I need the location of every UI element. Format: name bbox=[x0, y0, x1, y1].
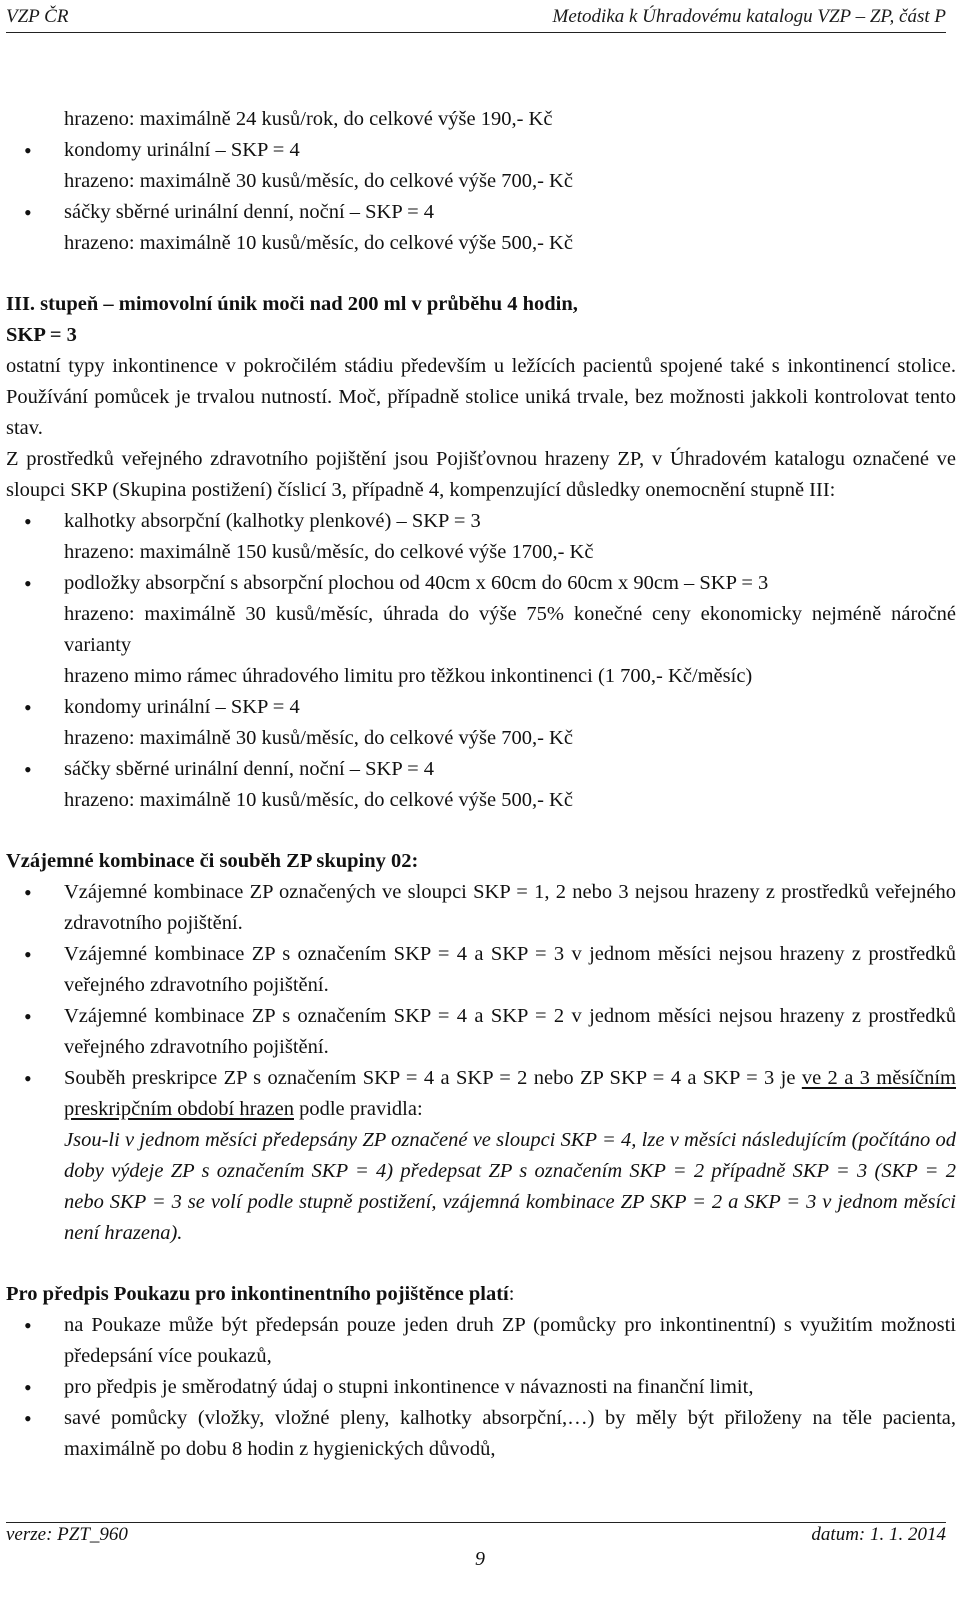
top-reimbursement-line: hrazeno: maximálně 24 kusů/rok, do celkové výše 190,- Kč bbox=[64, 108, 553, 130]
list-item: • Vzájemné kombinace ZP s označením SKP = 4 a SKP = 2 v jednom měsíci nejsou hrazeny z prostředků veřejného zdravotního pojištění. bbox=[64, 1001, 956, 1063]
stage3-heading-skp: SKP = 3 bbox=[6, 324, 77, 346]
concurrence-text-end: podle pravidla: bbox=[293, 1098, 423, 1120]
reimbursement-detail: hrazeno mimo rámec úhradového limitu pro těžkou inkontinenci (1 700,- Kč/měsíc) bbox=[64, 665, 753, 687]
header-doc-title: Metodika k Úhradovému katalogu VZP – ZP, část P bbox=[552, 6, 946, 27]
reimbursement-detail: hrazeno: maximálně 150 kusů/měsíc, do celkové výše 1700,- Kč bbox=[64, 541, 594, 563]
concurrence-text: Souběh preskripce ZP s označením SKP = 4 a SKP = 2 nebo ZP SKP = 4 a SKP = 3 je bbox=[64, 1067, 802, 1089]
reimbursement-detail: hrazeno: maximálně 30 kusů/měsíc, do celkové výše 700,- Kč bbox=[64, 727, 573, 749]
reimbursement-detail: hrazeno: maximálně 30 kusů/měsíc, do celkové výše 700,- Kč bbox=[64, 170, 573, 192]
document-body bbox=[6, 104, 956, 1465]
list-item: • kondomy urinální – SKP = 4 bbox=[64, 135, 956, 166]
list-item: • kalhotky absorpční (kalhotky plenkové) – SKP = 3 bbox=[64, 506, 956, 537]
spacer bbox=[6, 816, 956, 846]
page-number: 9 bbox=[475, 1548, 485, 1570]
spacer bbox=[6, 259, 956, 289]
list-item bbox=[64, 1063, 956, 1249]
reimbursement-detail: hrazeno: maximálně 10 kusů/měsíc, do celkové výše 500,- Kč bbox=[64, 232, 573, 254]
header-divider bbox=[6, 32, 946, 33]
prescription-heading: Pro předpis Poukazu pro inkontinentního pojištěnce platí: bbox=[6, 1283, 515, 1305]
combinations-heading: Vzájemné kombinace či souběh ZP skupiny 02: bbox=[6, 850, 419, 872]
page-header bbox=[6, 4, 946, 34]
list-item: • sáčky sběrné urinální denní, noční – SKP = 4 bbox=[64, 197, 956, 228]
stage3-heading: III. stupeň – mimovolní únik moči nad 200 ml v průběhu 4 hodin, bbox=[6, 293, 578, 315]
list-item: • na Poukaze může být předepsán pouze jeden druh ZP (pomůcky pro inkontinentní) s využitím možnosti předepsání více poukazů, bbox=[64, 1310, 956, 1372]
list-item: • podložky absorpční s absorpční plochou od 40cm x 60cm do 60cm x 90cm – SKP = 3 bbox=[64, 568, 956, 599]
list-item: • savé pomůcky (vložky, vložné pleny, kalhotky absorpční,…) by měly být přiloženy na těle pacienta, maximálně po dobu 8 hodin z hygienických důvodů, bbox=[64, 1403, 956, 1465]
concurrence-rule: Jsou-li v jednom měsíci předepsány ZP označené ve sloupci SKP = 4, lze v měsíci následujícím (počítáno od doby výdeje ZP s označením SKP = 4) předepsat ZP s označením SKP = 2 případně SKP = 3 (SKP = 2 nebo SKP = 3 se volí podle stupně postižení, vzájemná kombinace ZP SKP = 2 a SKP = 3 v jednom měsíci není hrazena). bbox=[64, 1129, 956, 1244]
reimbursement-detail: hrazeno: maximálně 10 kusů/měsíc, do celkové výše 500,- Kč bbox=[64, 789, 573, 811]
list-item: • kondomy urinální – SKP = 4 bbox=[64, 692, 956, 723]
reimbursement-detail: hrazeno: maximálně 30 kusů/měsíc, úhrada do výše 75% konečné ceny ekonomicky nejméně náročné varianty bbox=[64, 603, 956, 656]
footer-version: verze: PZT_960 bbox=[6, 1524, 128, 1545]
spacer bbox=[6, 1249, 956, 1279]
list-item: • Vzájemné kombinace ZP označených ve sloupci SKP = 1, 2 nebo 3 nejsou hrazeny z prostředků veřejného zdravotního pojištění. bbox=[64, 877, 956, 939]
concurrence-underlined: ve 2 a 3 měsíčním preskripčním období hrazen bbox=[64, 1067, 957, 1120]
list-item: • Vzájemné kombinace ZP s označením SKP = 4 a SKP = 3 v jednom měsíci nejsou hrazeny z prostředků veřejného zdravotního pojištění. bbox=[64, 939, 956, 1001]
stage3-intro: Z prostředků veřejného zdravotního pojištění jsou Pojišťovnou hrazeny ZP, v Úhradovém katalogu označené ve sloupci SKP (Skupina postižení) číslicí 3, případně 4, kompenzující důsledky onemocnění stupně III: bbox=[6, 448, 956, 501]
footer-divider bbox=[6, 1522, 946, 1523]
list-item: • pro předpis je směrodatný údaj o stupni inkontinence v návaznosti na finanční limit, bbox=[64, 1372, 956, 1403]
stage3-description: ostatní typy inkontinence v pokročilém stádiu především u ležících pacientů spojené také s inkontinencí stolice. Používání pomůcek je trvalou nutností. Moč, případně stolice uniká trvale, bez možnosti jakkoli kontrolovat tento stav. bbox=[6, 355, 956, 439]
list-item: • sáčky sběrné urinální denní, noční – SKP = 4 bbox=[64, 754, 956, 785]
footer-date: datum: 1. 1. 2014 bbox=[811, 1524, 946, 1545]
header-org: VZP ČR bbox=[6, 6, 69, 27]
